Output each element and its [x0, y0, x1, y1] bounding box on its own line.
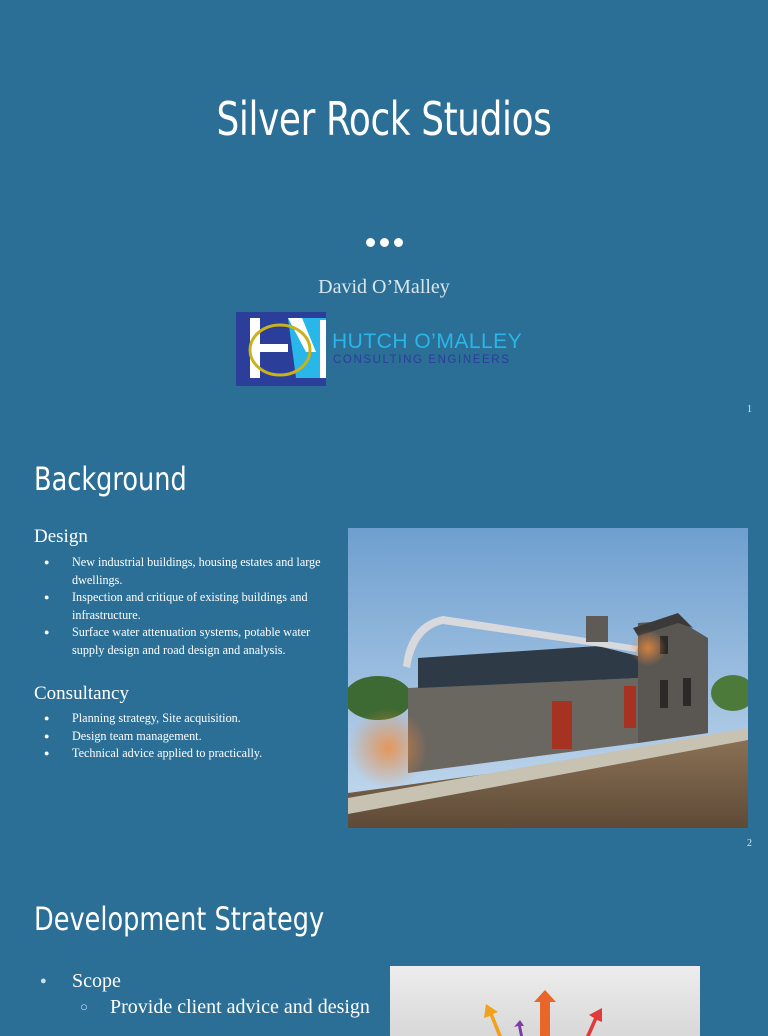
development-strategy-slide [0, 860, 768, 1024]
list-item: ● New industrial buildings, housing estates and large dwellings. [44, 554, 334, 589]
list-item: ● Design team management. [44, 728, 334, 746]
slide-title: Development Strategy [34, 900, 325, 938]
list-item: ● Planning strategy, Site acquisition. [44, 710, 334, 728]
list-item: ● Technical advice applied to practically. [44, 745, 334, 763]
logo-tagline: CONSULTING ENGINEERS [333, 354, 511, 366]
section-heading-design: Design [34, 526, 88, 547]
stone-building-photo [348, 528, 748, 828]
list-item: ● Scope [40, 970, 370, 993]
consultancy-list [44, 710, 334, 763]
page-number: 1 [747, 404, 752, 415]
design-list [44, 554, 334, 660]
company-logo [236, 312, 536, 386]
section-heading-consultancy: Consultancy [34, 683, 129, 704]
background-slide [0, 430, 768, 860]
author-name: David O’Malley [318, 276, 450, 298]
list-item: ● Inspection and critique of existing buildings and infrastructure. [44, 589, 334, 624]
page-number: 2 [747, 838, 752, 849]
list-item: ○ Provide client advice and design [40, 996, 370, 1019]
arrows-graphic [390, 966, 700, 1036]
strategy-list [40, 970, 370, 1019]
title-slide [0, 0, 768, 430]
slide-title: Background [34, 460, 187, 498]
ellipsis-divider [0, 238, 768, 247]
logo-mark-icon [236, 312, 326, 386]
logo-company-name: HUTCH O’MALLEY [332, 330, 523, 353]
list-item: ● Surface water attenuation systems, potable water supply design and road design and analysis. [44, 624, 334, 659]
presentation-title: Silver Rock Studios [216, 92, 552, 146]
